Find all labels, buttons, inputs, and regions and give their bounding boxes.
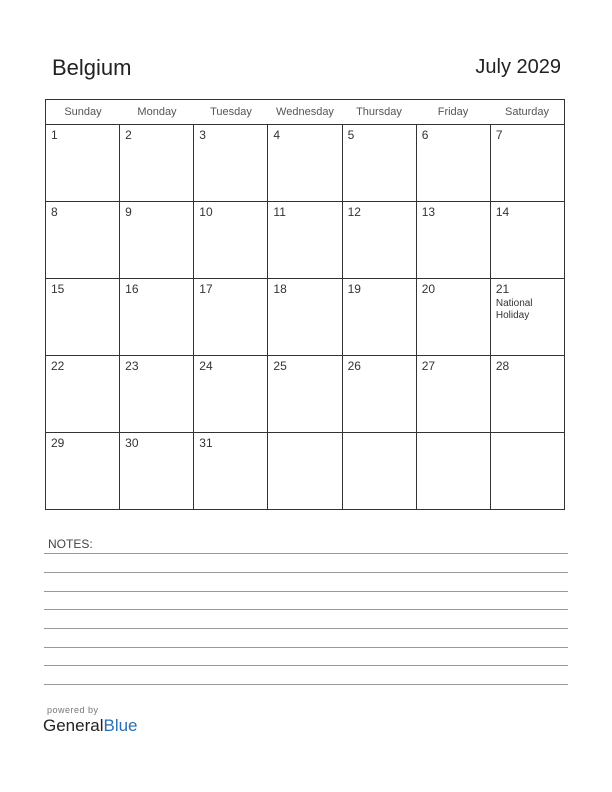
- day-number: 3: [199, 128, 206, 142]
- day-number: 24: [199, 359, 213, 373]
- calendar-day-cell: [46, 279, 119, 355]
- day-number: 25: [273, 359, 287, 373]
- notes-label: NOTES:: [48, 537, 93, 551]
- day-number: 27: [421, 359, 436, 373]
- calendar-day-cell: [342, 356, 416, 432]
- note-line: [44, 647, 568, 648]
- calendar-week-row: [46, 278, 564, 355]
- calendar-day-cell: [46, 433, 119, 509]
- calendar-day-cell: [193, 356, 267, 432]
- day-number: 8: [51, 205, 58, 219]
- calendar-day-cell: [342, 433, 416, 509]
- calendar-week-row: [46, 432, 564, 509]
- weekday-saturday: Saturday: [504, 106, 550, 118]
- day-number: 18: [273, 282, 287, 296]
- powered-by-text: powered by: [47, 705, 99, 715]
- calendar-day-cell: [490, 433, 564, 509]
- day-number: 11: [273, 205, 286, 219]
- day-number: 29: [51, 436, 65, 450]
- calendar-day-cell: [46, 202, 119, 278]
- day-number: 13: [421, 205, 436, 219]
- calendar-day-cell: [46, 356, 119, 432]
- day-number: 16: [125, 282, 139, 296]
- weekday-thursday: Thursday: [356, 106, 402, 118]
- calendar-day-cell: [490, 125, 564, 201]
- calendar-country: Belgium: [52, 55, 132, 80]
- calendar-month-year: July 2029: [475, 56, 561, 78]
- calendar-day-cell: [342, 202, 416, 278]
- note-line: [44, 572, 568, 573]
- calendar-day-cell: [416, 125, 490, 201]
- day-number: 10: [199, 205, 213, 219]
- weekday-tuesday: Tuesday: [210, 106, 252, 118]
- calendar-day-cell: [267, 125, 341, 201]
- calendar-day-cell: [416, 279, 490, 355]
- calendar-day-cell: [193, 279, 267, 355]
- note-line: [44, 665, 568, 666]
- calendar-day-cell: [416, 356, 490, 432]
- day-number: 15: [51, 282, 65, 296]
- weekday-friday: Friday: [437, 106, 469, 118]
- day-number: 6: [421, 128, 429, 142]
- day-number: 17: [199, 282, 213, 296]
- calendar-day-cell: [193, 202, 267, 278]
- calendar-day-cell: [342, 125, 416, 201]
- calendar-day-cell: [193, 433, 267, 509]
- weekday-wednesday: Wednesday: [276, 106, 334, 118]
- calendar-day-cell: [267, 433, 341, 509]
- day-number: 22: [51, 359, 65, 373]
- day-number: 2: [125, 128, 132, 142]
- day-number: 30: [125, 436, 139, 450]
- note-line: [44, 609, 568, 610]
- holiday-label: National Holiday: [495, 298, 533, 321]
- brand-first-word: General: [43, 716, 104, 735]
- brand-second-word: Blue: [103, 716, 138, 735]
- calendar-day-cell: [46, 125, 119, 201]
- day-number: 20: [421, 282, 436, 296]
- calendar-day-cell: [193, 125, 267, 201]
- calendar-week-row: [46, 355, 564, 432]
- day-number: 12: [347, 205, 361, 219]
- calendar-day-cell: [267, 279, 341, 355]
- calendar-day-cell: [119, 433, 193, 509]
- calendar-day-cell: [416, 202, 490, 278]
- calendar-day-cell: [416, 433, 490, 509]
- weekday-header-row: [46, 100, 564, 125]
- calendar-day-cell: [267, 202, 341, 278]
- day-number: 26: [347, 359, 361, 373]
- calendar-weeks: [46, 125, 564, 509]
- calendar-grid: [45, 99, 565, 510]
- day-number: 7: [495, 128, 503, 142]
- day-number: 23: [125, 359, 139, 373]
- calendar-day-cell: [342, 279, 416, 355]
- day-number: 31: [199, 436, 213, 450]
- note-line: [44, 591, 568, 592]
- calendar-day-cell: [119, 125, 193, 201]
- day-number: 19: [347, 282, 361, 296]
- note-line: [44, 553, 568, 554]
- calendar-week-row: [46, 201, 564, 278]
- calendar-week-row: [46, 125, 564, 201]
- weekday-monday: Monday: [137, 106, 177, 118]
- calendar-day-cell: [119, 202, 193, 278]
- day-number: 4: [273, 128, 281, 142]
- day-number: 21: [495, 282, 510, 296]
- brand-logo: [43, 716, 138, 736]
- day-number: 14: [495, 205, 510, 219]
- note-line: [44, 628, 568, 629]
- calendar-day-cell: [119, 279, 193, 355]
- calendar-day-cell: [119, 356, 193, 432]
- calendar-day-cell: [490, 279, 564, 355]
- calendar-day-cell: [490, 356, 564, 432]
- day-number: 5: [347, 128, 355, 142]
- day-number: 9: [125, 205, 132, 219]
- weekday-sunday: Sunday: [64, 106, 102, 118]
- calendar-day-cell: [267, 356, 341, 432]
- note-line: [44, 684, 568, 685]
- day-number: 28: [495, 359, 510, 373]
- day-number: 1: [51, 128, 58, 142]
- calendar-day-cell: [490, 202, 564, 278]
